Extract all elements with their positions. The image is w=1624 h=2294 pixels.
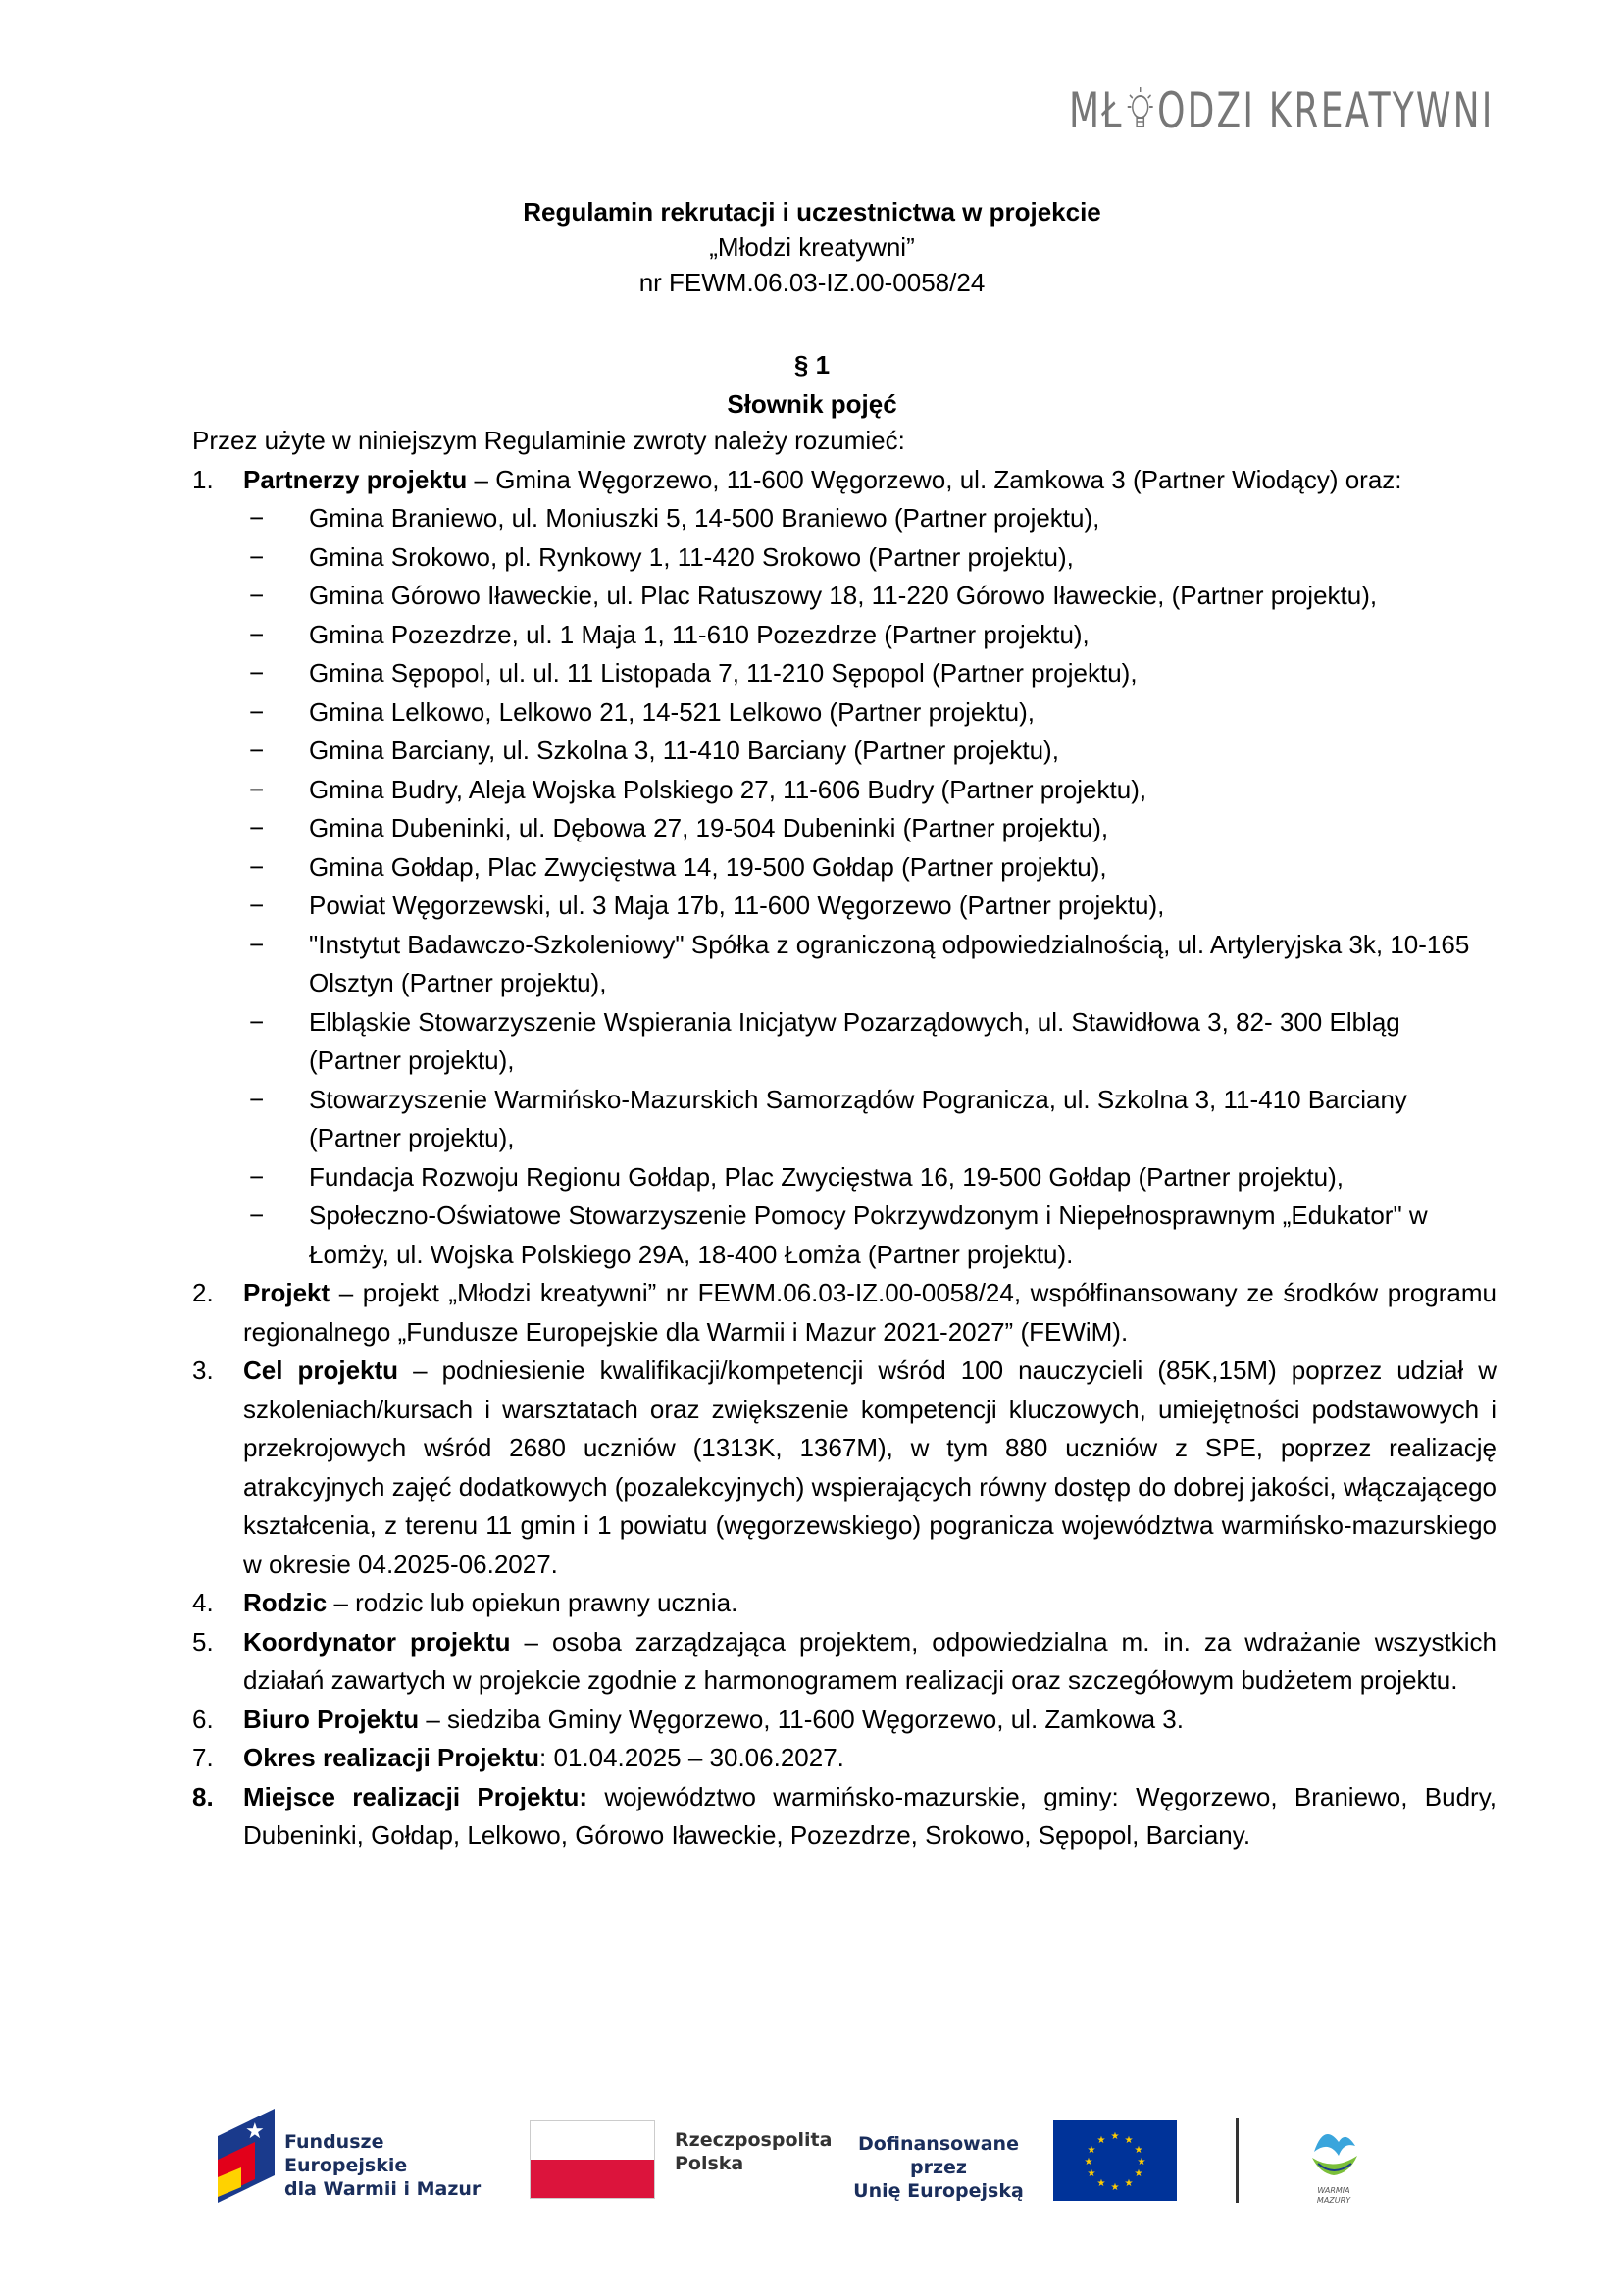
- definition-number: 2.: [192, 1278, 214, 1307]
- definition-number: 1.: [192, 464, 214, 494]
- dash-bullet: −: [249, 1161, 265, 1192]
- definition-term: Rodzic: [243, 1588, 328, 1617]
- rzeczpospolita-text: [675, 2128, 832, 2175]
- definition-item: [192, 461, 1497, 500]
- partner-text: Powiat Węgorzewski, ul. 3 Maja 17b, 11-600 Węgorzewo (Partner projektu),: [309, 891, 1165, 920]
- partner-item: [192, 809, 1497, 848]
- definition-item: [192, 1351, 1497, 1584]
- svg-text:★: ★: [1087, 2168, 1096, 2179]
- fe-line-2: dla Warmii i Mazur: [284, 2178, 482, 2200]
- section-title: Słownik pojęć: [727, 389, 897, 419]
- dash-bullet: −: [249, 658, 265, 688]
- title-line-3: nr FEWM.06.03-IZ.00-0058/24: [638, 268, 986, 297]
- partner-item: [192, 616, 1497, 655]
- svg-text:★: ★: [1096, 2135, 1106, 2146]
- partner-item: [192, 1081, 1497, 1158]
- definition-text: – osoba zarządzająca projektem, odpowiedzialna m. in. za wdrażanie wszystkich działań zawartych w projekcie zgodnie z harmonogramem realizacji oraz szczegółowym budżetem projektu.: [243, 1626, 1497, 1695]
- eu-funding-logo: [834, 2120, 1187, 2201]
- definition-number: 7.: [192, 1743, 214, 1772]
- definition-term: Partnerzy projektu: [243, 464, 468, 494]
- dash-bullet: −: [249, 774, 265, 804]
- svg-text:★: ★: [245, 2119, 265, 2144]
- partner-text: Gmina Barciany, ul. Szkolna 3, 11-410 Barciany (Partner projektu),: [309, 736, 1059, 765]
- dash-bullet: −: [249, 541, 265, 572]
- partner-text: Fundacja Rozwoju Regionu Gołdap, Plac Zwycięstwa 16, 19-500 Gołdap (Partner projektu),: [309, 1161, 1344, 1192]
- partner-text: Gmina Sępopol, ul. ul. 11 Listopada 7, 11-210 Sępopol (Partner projektu),: [309, 658, 1138, 688]
- logo-text-left: MŁ: [1069, 82, 1124, 139]
- svg-text:★: ★: [1137, 2157, 1146, 2167]
- svg-text:★: ★: [1096, 2178, 1106, 2189]
- dash-bullet: −: [249, 891, 265, 920]
- partner-item: [192, 693, 1497, 733]
- fe-line-1: Fundusze Europejskie: [284, 2131, 408, 2176]
- dash-bullet: −: [249, 581, 265, 610]
- dash-bullet: −: [249, 736, 265, 765]
- definition-item: [192, 1778, 1497, 1856]
- definition-number: 4.: [192, 1588, 214, 1617]
- definition-item: [192, 1584, 1497, 1623]
- partner-item: [192, 538, 1497, 578]
- mlodzi-kreatywni-logo: [1069, 76, 1495, 145]
- svg-text:★: ★: [1110, 2182, 1120, 2193]
- definition-text: – rodzic lub opiekun prawny ucznia.: [327, 1588, 738, 1617]
- definition-item: [192, 1274, 1497, 1351]
- title-line-1: Regulamin rekrutacji i uczestnictwa w projekcie: [523, 197, 1101, 227]
- rp-line-2: Polska: [675, 2153, 744, 2174]
- partner-text: Gmina Pozezdrze, ul. 1 Maja 1, 11-610 Pozezdrze (Partner projektu),: [309, 619, 1090, 649]
- document-title: [0, 194, 1624, 300]
- definition-number: 6.: [192, 1704, 214, 1734]
- partner-item: [192, 1197, 1497, 1274]
- partner-text: Gmina Gołdap, Plac Zwycięstwa 14, 19-500 Gołdap (Partner projektu),: [309, 851, 1107, 882]
- rp-line-1: Rzeczpospolita: [675, 2129, 833, 2151]
- partner-text: Gmina Górowo Iławeckie, ul. Plac Ratuszowy 18, 11-220 Górowo Iławeckie, (Partner projektu),: [309, 581, 1378, 610]
- definition-term: Biuro Projektu: [243, 1704, 420, 1734]
- svg-text:★: ★: [1084, 2157, 1093, 2167]
- svg-text:★: ★: [1134, 2168, 1143, 2179]
- definition-item: [192, 1623, 1497, 1701]
- partner-text: Gmina Dubeninki, ul. Dębowa 27, 19-504 Dubeninki (Partner projektu),: [309, 813, 1109, 842]
- definition-item: [192, 1701, 1497, 1740]
- partner-item: [192, 771, 1497, 810]
- document-body: [192, 422, 1497, 1856]
- definition-text: – siedziba Gminy Węgorzewo, 11-600 Węgorzewo, ul. Zamkowa 3.: [419, 1704, 1184, 1734]
- rzeczpospolita-polska-logo: [530, 2120, 833, 2199]
- partner-item: [192, 654, 1497, 693]
- svg-text:★: ★: [1087, 2145, 1096, 2156]
- dash-bullet: −: [249, 813, 265, 842]
- definition-number: 8.: [192, 1781, 214, 1811]
- logo-text-right: ODZI KREATYWNI: [1157, 82, 1495, 139]
- warmia-mazury-logo: [1285, 2113, 1383, 2211]
- partner-item: [192, 926, 1497, 1003]
- definition-term: Cel projektu: [243, 1355, 399, 1385]
- partner-text: Gmina Braniewo, ul. Moniuszki 5, 14-500 Braniewo (Partner projektu),: [309, 503, 1100, 533]
- dash-bullet: −: [249, 1006, 265, 1037]
- section-heading: [0, 345, 1624, 424]
- partner-text: Społeczno-Oświatowe Stowarzyszenie Pomocy Pokrzywdzonym i Niepełnosprawnym „Edukator" w Łomży, ul. Wojska Polskiego 29A, 18-400 Łomża (Partner projektu).: [309, 1200, 1428, 1269]
- definition-number: 5.: [192, 1626, 214, 1657]
- dash-bullet: −: [249, 1200, 265, 1230]
- definition-text: – Gmina Węgorzewo, 11-600 Węgorzewo, ul. Zamkowa 3 (Partner Wiodący) oraz:: [467, 464, 1402, 494]
- definition-text: – podniesienie kwalifikacji/kompetencji wśród 100 nauczycieli (85K,15M) poprzez udział w szkoleniach/kursach i warsztatach oraz zwiększenie kompetencji kluczowych, umiejętności podstawowych i przekrojowych wśród 2680 uczniów (1313K, 1367M), w tym 880 uczniów z SPE, poprzez realizację atrakcyjnych zajęć dodatkowych (pozalekcyjnych) wspierających równy dostęp do dobrej jakości, włączającego kształcenia, z terenu 11 gmin i 1 powiatu (węgorzewskiego) pogranicza województwa warmińsko-mazurskiego w okresie 04.2025-06.2027.: [243, 1355, 1497, 1579]
- definition-term: Koordynator projektu: [243, 1626, 511, 1657]
- dash-bullet: −: [249, 851, 265, 882]
- section-number: § 1: [793, 350, 831, 380]
- eu-funding-text: [834, 2132, 1043, 2203]
- wm-line-1: WARMIA: [1317, 2186, 1350, 2195]
- definition-number: 3.: [192, 1355, 214, 1385]
- wm-line-2: MAZURY: [1316, 2196, 1351, 2205]
- partner-item: [192, 499, 1497, 538]
- eu-flag-icon: [1053, 2120, 1177, 2201]
- svg-text:★: ★: [1124, 2135, 1134, 2146]
- dash-bullet: −: [249, 503, 265, 533]
- definitions-list: [192, 461, 1497, 1856]
- svg-text:★: ★: [1110, 2131, 1120, 2142]
- partner-item: [192, 1003, 1497, 1081]
- definition-item: [192, 1739, 1497, 1778]
- eu-line-1: Dofinansowane przez: [858, 2133, 1019, 2178]
- svg-text:★: ★: [1124, 2178, 1134, 2189]
- svg-text:★: ★: [1134, 2145, 1143, 2156]
- partner-text: Gmina Srokowo, pl. Rynkowy 1, 11-420 Srokowo (Partner projektu),: [309, 541, 1074, 572]
- eu-line-2: Unię Europejską: [853, 2180, 1024, 2202]
- title-line-2: „Młodzi kreatywni”: [709, 232, 915, 262]
- definition-term: Miejsce realizacji Projektu:: [243, 1781, 588, 1811]
- section-intro: Przez użyte w niniejszym Regulaminie zwroty należy rozumieć:: [192, 426, 905, 455]
- definition-term: Okres realizacji Projektu: [243, 1743, 540, 1772]
- dash-bullet: −: [249, 929, 265, 959]
- partners-sublist-container: [192, 499, 1497, 1274]
- partner-text: Gmina Lelkowo, Lelkowo 21, 14-521 Lelkowo (Partner projektu),: [309, 696, 1035, 727]
- dash-bullet: −: [249, 696, 265, 727]
- partner-item: [192, 848, 1497, 888]
- partner-text: "Instytut Badawczo-Szkoleniowy" Spółka z ograniczoną odpowiedzialnością, ul. Artyleryjska 3k, 10-165 Olsztyn (Partner projektu),: [309, 929, 1470, 997]
- definition-text: : 01.04.2025 – 30.06.2027.: [539, 1743, 844, 1772]
- partner-text: Stowarzyszenie Warmińsko-Mazurskich Samorządów Pogranicza, ul. Szkolna 3, 11-410 Barciany (Partner projektu),: [309, 1084, 1407, 1152]
- footer-logos: [216, 2109, 1432, 2217]
- partner-item: [192, 1158, 1497, 1198]
- footer-divider: [1236, 2118, 1239, 2203]
- lightbulb-icon: [1127, 83, 1155, 138]
- partner-text: Elbląskie Stowarzyszenie Wspierania Inicjatyw Pozarządowych, ul. Stawidłowa 3, 82- 300 Elbląg (Partner projektu),: [309, 1006, 1400, 1075]
- partner-item: [192, 577, 1497, 616]
- dash-bullet: −: [249, 1084, 265, 1114]
- partner-text: Gmina Budry, Aleja Wojska Polskiego 27, 11-606 Budry (Partner projektu),: [309, 774, 1147, 804]
- fundusze-europejskie-logo: [216, 2109, 500, 2207]
- definition-text: województwo warmińsko-mazurskie, gminy: Węgorzewo, Braniewo, Budry, Dubeninki, Gołdap, Lelkowo, Górowo Iławeckie, Pozezdrze, Srokowo, Sępopol, Barciany.: [243, 1781, 1497, 1850]
- partner-item: [192, 732, 1497, 771]
- definition-text: – projekt „Młodzi kreatywni” nr FEWM.06.03-IZ.00-0058/24, współfinansowany ze środków programu regionalnego „Fundusze Europejskie dla Warmii i Mazur 2021-2027” (FEWiM).: [243, 1278, 1497, 1347]
- definition-term: Projekt: [243, 1278, 330, 1307]
- fundusze-europejskie-text: [284, 2130, 500, 2201]
- fundusze-europejskie-emblem-icon: [216, 2109, 277, 2203]
- partner-item: [192, 887, 1497, 926]
- partners-list: [192, 499, 1497, 1274]
- polish-flag-icon: [530, 2120, 655, 2199]
- dash-bullet: −: [249, 619, 265, 649]
